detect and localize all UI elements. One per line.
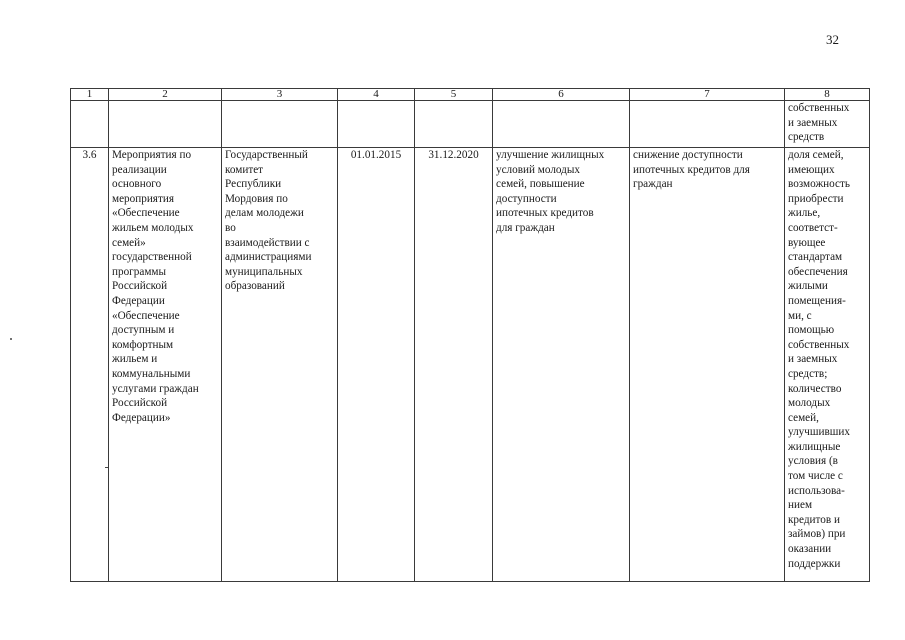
margin-mark (10, 338, 12, 340)
program-measures-table (70, 88, 870, 582)
cont-cell-7 (630, 101, 785, 148)
start-date: 01.01.2015 (338, 148, 415, 582)
expected-result: улучшение жилищных условий молодых семей, повышение доступности ипотечных кредитов для граждан (493, 148, 630, 582)
cont-cell-2 (109, 101, 222, 148)
column-number-8: 8 (785, 89, 870, 101)
column-number-4: 4 (338, 89, 415, 101)
column-number-row (71, 89, 870, 101)
cont-cell-5 (415, 101, 493, 148)
cont-cell-6 (493, 101, 630, 148)
column-number-2: 2 (109, 89, 222, 101)
row-number: 3.6 (71, 148, 109, 582)
page-number: 32 (826, 32, 839, 47)
column-number-7: 7 (630, 89, 785, 101)
column-number-1: 1 (71, 89, 109, 101)
cont-cell-1 (71, 101, 109, 148)
event-name: Мероприятия по реализации основного мероприятия «Обеспечение жильем молодых семей» государственной программы Российской Федерации «Обеспечение доступным и комфортным жильем и коммунальными услугами граждан Российской Федерации» (109, 148, 222, 582)
end-date: 31.12.2020 (415, 148, 493, 582)
column-number-6: 6 (493, 89, 630, 101)
scan-mark (105, 467, 108, 468)
cont-cell-indicator: собственных и заемных средств (785, 101, 870, 148)
indicator: доля семей, имеющих возможность приобрести жилье, соответст- вующее стандартам обеспечения жилыми помещения- ми, с помощью собственных и заемных средств; количество молодых семей, улучшивших жилищные условия (в том числе с использова- нием кредитов и займов) при оказании поддержки (785, 148, 870, 582)
cont-cell-3 (222, 101, 338, 148)
table-row (71, 148, 870, 582)
column-number-5: 5 (415, 89, 493, 101)
executor: Государственный комитет Республики Мордовия по делам молодежи во взаимодействии с администрациями муниципальных образований (222, 148, 338, 582)
continuation-row (71, 101, 870, 148)
cont-cell-4 (338, 101, 415, 148)
non-implementation-consequences: снижение доступности ипотечных кредитов для граждан (630, 148, 785, 582)
column-number-3: 3 (222, 89, 338, 101)
